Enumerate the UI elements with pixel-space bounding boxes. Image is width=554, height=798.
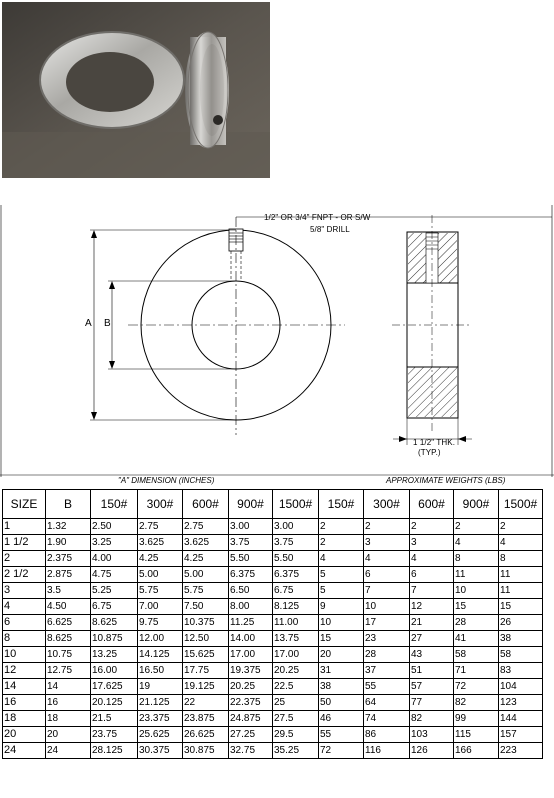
table-cell: 8 bbox=[454, 551, 499, 567]
table-cell: 11.00 bbox=[273, 615, 319, 631]
size-cell: 8 bbox=[3, 631, 46, 647]
table-cell: 43 bbox=[410, 647, 454, 663]
table-cell: 21.5 bbox=[91, 711, 138, 727]
table-body bbox=[3, 519, 543, 759]
table-cell: 38 bbox=[499, 631, 543, 647]
table-cell: 14.125 bbox=[138, 647, 183, 663]
size-cell: 1 1/2 bbox=[3, 535, 46, 551]
table-cell: 15 bbox=[499, 599, 543, 615]
table-cell: 30.375 bbox=[138, 743, 183, 759]
table-cell: 13.25 bbox=[91, 647, 138, 663]
table-cell: 23.875 bbox=[183, 711, 229, 727]
table-cell: 157 bbox=[499, 727, 543, 743]
table-cell: 6 bbox=[364, 567, 410, 583]
table-cell: 22 bbox=[183, 695, 229, 711]
table-cell: 14 bbox=[46, 679, 91, 695]
table-row bbox=[3, 711, 543, 727]
table-cell: 29.5 bbox=[273, 727, 319, 743]
table-cell: 3.00 bbox=[273, 519, 319, 535]
table-cell: 20 bbox=[46, 727, 91, 743]
table-cell: 6.375 bbox=[229, 567, 273, 583]
table-cell: 223 bbox=[499, 743, 543, 759]
table-cell: 5 bbox=[319, 583, 364, 599]
table-cell: 31 bbox=[319, 663, 364, 679]
table-cell: 64 bbox=[364, 695, 410, 711]
table-cell: 20.25 bbox=[229, 679, 273, 695]
table-cell: 10 bbox=[319, 615, 364, 631]
table-cell: 4 bbox=[499, 535, 543, 551]
table-cell: 8.625 bbox=[46, 631, 91, 647]
table-cell: 38 bbox=[319, 679, 364, 695]
table-cell: 2.75 bbox=[138, 519, 183, 535]
column-header: 150# bbox=[91, 490, 138, 519]
table-cell: 26 bbox=[499, 615, 543, 631]
table-cell: 12.75 bbox=[46, 663, 91, 679]
table-cell: 5.50 bbox=[229, 551, 273, 567]
table-cell: 7.00 bbox=[138, 599, 183, 615]
dimension-caption: "A" DIMENSION (INCHES) bbox=[118, 476, 215, 485]
table-cell: 6.50 bbox=[229, 583, 273, 599]
size-cell: 18 bbox=[3, 711, 46, 727]
table-cell: 123 bbox=[499, 695, 543, 711]
table-cell: 35.25 bbox=[273, 743, 319, 759]
table-cell: 19.125 bbox=[183, 679, 229, 695]
table-cell: 12 bbox=[410, 599, 454, 615]
table-cell: 82 bbox=[454, 695, 499, 711]
table-cell: 41 bbox=[454, 631, 499, 647]
table-cell: 4.50 bbox=[46, 599, 91, 615]
table-cell: 23.75 bbox=[91, 727, 138, 743]
table-row bbox=[3, 647, 543, 663]
table-cell: 25 bbox=[273, 695, 319, 711]
table-cell: 2 bbox=[454, 519, 499, 535]
table-cell: 4.25 bbox=[183, 551, 229, 567]
table-cell: 12.50 bbox=[183, 631, 229, 647]
size-cell: 16 bbox=[3, 695, 46, 711]
table-cell: 8.00 bbox=[229, 599, 273, 615]
table-cell: 32.75 bbox=[229, 743, 273, 759]
table-cell: 4 bbox=[410, 551, 454, 567]
table-cell: 37 bbox=[364, 663, 410, 679]
table-cell: 116 bbox=[364, 743, 410, 759]
column-header: 300# bbox=[138, 490, 183, 519]
column-header: 900# bbox=[454, 490, 499, 519]
table-cell: 15 bbox=[319, 631, 364, 647]
table-cell: 126 bbox=[410, 743, 454, 759]
table-cell: 144 bbox=[499, 711, 543, 727]
table-cell: 58 bbox=[499, 647, 543, 663]
size-cell: 6 bbox=[3, 615, 46, 631]
table-cell: 20 bbox=[319, 647, 364, 663]
table-cell: 19.375 bbox=[229, 663, 273, 679]
table-row bbox=[3, 551, 543, 567]
table-cell: 3.625 bbox=[138, 535, 183, 551]
table-cell: 3 bbox=[364, 535, 410, 551]
table-cell: 22.375 bbox=[229, 695, 273, 711]
technical-drawing bbox=[0, 205, 554, 477]
product-photo bbox=[2, 2, 270, 178]
table-cell: 3.75 bbox=[229, 535, 273, 551]
table-cell: 72 bbox=[319, 743, 364, 759]
table-cell: 10 bbox=[454, 583, 499, 599]
table-cell: 5.50 bbox=[273, 551, 319, 567]
table-cell: 5.25 bbox=[91, 583, 138, 599]
table-row bbox=[3, 631, 543, 647]
table-cell: 3.25 bbox=[91, 535, 138, 551]
size-cell: 12 bbox=[3, 663, 46, 679]
size-cell: 20 bbox=[3, 727, 46, 743]
table-cell: 71 bbox=[454, 663, 499, 679]
table-cell: 8 bbox=[499, 551, 543, 567]
table-cell: 2.375 bbox=[46, 551, 91, 567]
table-cell: 4.00 bbox=[91, 551, 138, 567]
size-cell: 2 1/2 bbox=[3, 567, 46, 583]
table-cell: 8.125 bbox=[273, 599, 319, 615]
table-cell: 11 bbox=[454, 567, 499, 583]
table-cell: 17 bbox=[364, 615, 410, 631]
column-header: 1500# bbox=[499, 490, 543, 519]
table-cell: 58 bbox=[454, 647, 499, 663]
table-cell: 50 bbox=[319, 695, 364, 711]
table-cell: 82 bbox=[410, 711, 454, 727]
table-cell: 46 bbox=[319, 711, 364, 727]
table-cell: 4 bbox=[364, 551, 410, 567]
table-cell: 3.5 bbox=[46, 583, 91, 599]
table-cell: 24 bbox=[46, 743, 91, 759]
table-cell: 104 bbox=[499, 679, 543, 695]
table-cell: 21 bbox=[410, 615, 454, 631]
table-cell: 103 bbox=[410, 727, 454, 743]
drill-note: 5/8" DRILL bbox=[310, 225, 350, 234]
table-cell: 19 bbox=[138, 679, 183, 695]
table-cell: 1.32 bbox=[46, 519, 91, 535]
table-cell: 3.00 bbox=[229, 519, 273, 535]
thickness-typ-note: (TYP.) bbox=[418, 448, 441, 457]
table-cell: 86 bbox=[364, 727, 410, 743]
table-cell: 27.25 bbox=[229, 727, 273, 743]
table-cell: 3.625 bbox=[183, 535, 229, 551]
weights-caption: APPROXIMATE WEIGHTS (LBS) bbox=[386, 476, 506, 485]
size-cell: 1 bbox=[3, 519, 46, 535]
table-cell: 10.375 bbox=[183, 615, 229, 631]
table-cell: 17.00 bbox=[229, 647, 273, 663]
table-cell: 55 bbox=[364, 679, 410, 695]
table-cell: 5.00 bbox=[183, 567, 229, 583]
weld-rings-image bbox=[2, 2, 270, 178]
table-cell: 4 bbox=[319, 551, 364, 567]
table-row bbox=[3, 615, 543, 631]
table-cell: 28 bbox=[454, 615, 499, 631]
table-cell: 3 bbox=[410, 535, 454, 551]
table-cell: 22.5 bbox=[273, 679, 319, 695]
table-cell: 55 bbox=[319, 727, 364, 743]
table-row bbox=[3, 727, 543, 743]
table-cell: 7 bbox=[364, 583, 410, 599]
size-cell: 4 bbox=[3, 599, 46, 615]
table-row bbox=[3, 519, 543, 535]
dimension-b-label: B bbox=[104, 318, 111, 329]
table-cell: 27.5 bbox=[273, 711, 319, 727]
column-header: 1500# bbox=[273, 490, 319, 519]
table-cell: 11.25 bbox=[229, 615, 273, 631]
table-cell: 30.875 bbox=[183, 743, 229, 759]
table-cell: 15 bbox=[454, 599, 499, 615]
table-cell: 3.75 bbox=[273, 535, 319, 551]
table-cell: 16.00 bbox=[91, 663, 138, 679]
table-cell: 28 bbox=[364, 647, 410, 663]
table-row bbox=[3, 743, 543, 759]
table-cell: 14.00 bbox=[229, 631, 273, 647]
table-cell: 5 bbox=[319, 567, 364, 583]
table-cell: 16.50 bbox=[138, 663, 183, 679]
table-cell: 77 bbox=[410, 695, 454, 711]
table-cell: 2.875 bbox=[46, 567, 91, 583]
table-row bbox=[3, 695, 543, 711]
table-cell: 17.625 bbox=[91, 679, 138, 695]
table-cell: 21.125 bbox=[138, 695, 183, 711]
table-header-row bbox=[3, 490, 543, 519]
table-cell: 2 bbox=[499, 519, 543, 535]
table-cell: 2 bbox=[319, 535, 364, 551]
table-cell: 26.625 bbox=[183, 727, 229, 743]
thickness-note: 1 1/2" THK. bbox=[413, 438, 456, 447]
table-cell: 2.75 bbox=[183, 519, 229, 535]
table-row bbox=[3, 567, 543, 583]
table-cell: 2.50 bbox=[91, 519, 138, 535]
column-header: 600# bbox=[410, 490, 454, 519]
table-cell: 7.50 bbox=[183, 599, 229, 615]
table-cell: 74 bbox=[364, 711, 410, 727]
table-row bbox=[3, 535, 543, 551]
table-cell: 24.875 bbox=[229, 711, 273, 727]
table-cell: 23 bbox=[364, 631, 410, 647]
table-cell: 18 bbox=[46, 711, 91, 727]
table-cell: 99 bbox=[454, 711, 499, 727]
table-cell: 57 bbox=[410, 679, 454, 695]
table-cell: 6.625 bbox=[46, 615, 91, 631]
table-cell: 11 bbox=[499, 583, 543, 599]
fnpt-note: 1/2" OR 3/4" FNPT - OR S/W bbox=[264, 213, 371, 222]
table-cell: 9 bbox=[319, 599, 364, 615]
table-cell: 6.75 bbox=[273, 583, 319, 599]
dimensions-table bbox=[2, 489, 543, 759]
table-cell: 20.125 bbox=[91, 695, 138, 711]
table-cell: 13.75 bbox=[273, 631, 319, 647]
table-cell: 23.375 bbox=[138, 711, 183, 727]
size-cell: 2 bbox=[3, 551, 46, 567]
table-cell: 4.75 bbox=[91, 567, 138, 583]
table-cell: 2 bbox=[319, 519, 364, 535]
table-cell: 12.00 bbox=[138, 631, 183, 647]
table-cell: 2 bbox=[364, 519, 410, 535]
dimensions-table-container bbox=[2, 489, 543, 759]
table-cell: 4 bbox=[454, 535, 499, 551]
table-cell: 6.75 bbox=[91, 599, 138, 615]
column-header: 300# bbox=[364, 490, 410, 519]
table-cell: 27 bbox=[410, 631, 454, 647]
drawing-svg bbox=[0, 205, 554, 477]
table-cell: 5.00 bbox=[138, 567, 183, 583]
table-cell: 9.75 bbox=[138, 615, 183, 631]
table-cell: 8.625 bbox=[91, 615, 138, 631]
size-cell: 24 bbox=[3, 743, 46, 759]
table-cell: 51 bbox=[410, 663, 454, 679]
table-row bbox=[3, 663, 543, 679]
table-cell: 10.875 bbox=[91, 631, 138, 647]
table-cell: 28.125 bbox=[91, 743, 138, 759]
size-cell: 14 bbox=[3, 679, 46, 695]
table-cell: 166 bbox=[454, 743, 499, 759]
table-cell: 20.25 bbox=[273, 663, 319, 679]
table-cell: 17.75 bbox=[183, 663, 229, 679]
table-cell: 6.375 bbox=[273, 567, 319, 583]
table-cell: 1.90 bbox=[46, 535, 91, 551]
table-cell: 10.75 bbox=[46, 647, 91, 663]
table-cell: 17.00 bbox=[273, 647, 319, 663]
table-cell: 6 bbox=[410, 567, 454, 583]
table-cell: 4.25 bbox=[138, 551, 183, 567]
column-header: 900# bbox=[229, 490, 273, 519]
table-cell: 16 bbox=[46, 695, 91, 711]
table-cell: 72 bbox=[454, 679, 499, 695]
table-cell: 5.75 bbox=[138, 583, 183, 599]
dimension-a-label: A bbox=[85, 318, 92, 329]
size-cell: 3 bbox=[3, 583, 46, 599]
table-cell: 5.75 bbox=[183, 583, 229, 599]
table-cell: 25.625 bbox=[138, 727, 183, 743]
column-header: 150# bbox=[319, 490, 364, 519]
table-cell: 2 bbox=[410, 519, 454, 535]
table-cell: 83 bbox=[499, 663, 543, 679]
column-header: B bbox=[46, 490, 91, 519]
table-row bbox=[3, 599, 543, 615]
size-cell: 10 bbox=[3, 647, 46, 663]
table-cell: 15.625 bbox=[183, 647, 229, 663]
table-row bbox=[3, 583, 543, 599]
table-cell: 11 bbox=[499, 567, 543, 583]
table-cell: 7 bbox=[410, 583, 454, 599]
column-header: 600# bbox=[183, 490, 229, 519]
table-row bbox=[3, 679, 543, 695]
table-cell: 115 bbox=[454, 727, 499, 743]
column-header: SIZE bbox=[3, 490, 46, 519]
table-cell: 10 bbox=[364, 599, 410, 615]
